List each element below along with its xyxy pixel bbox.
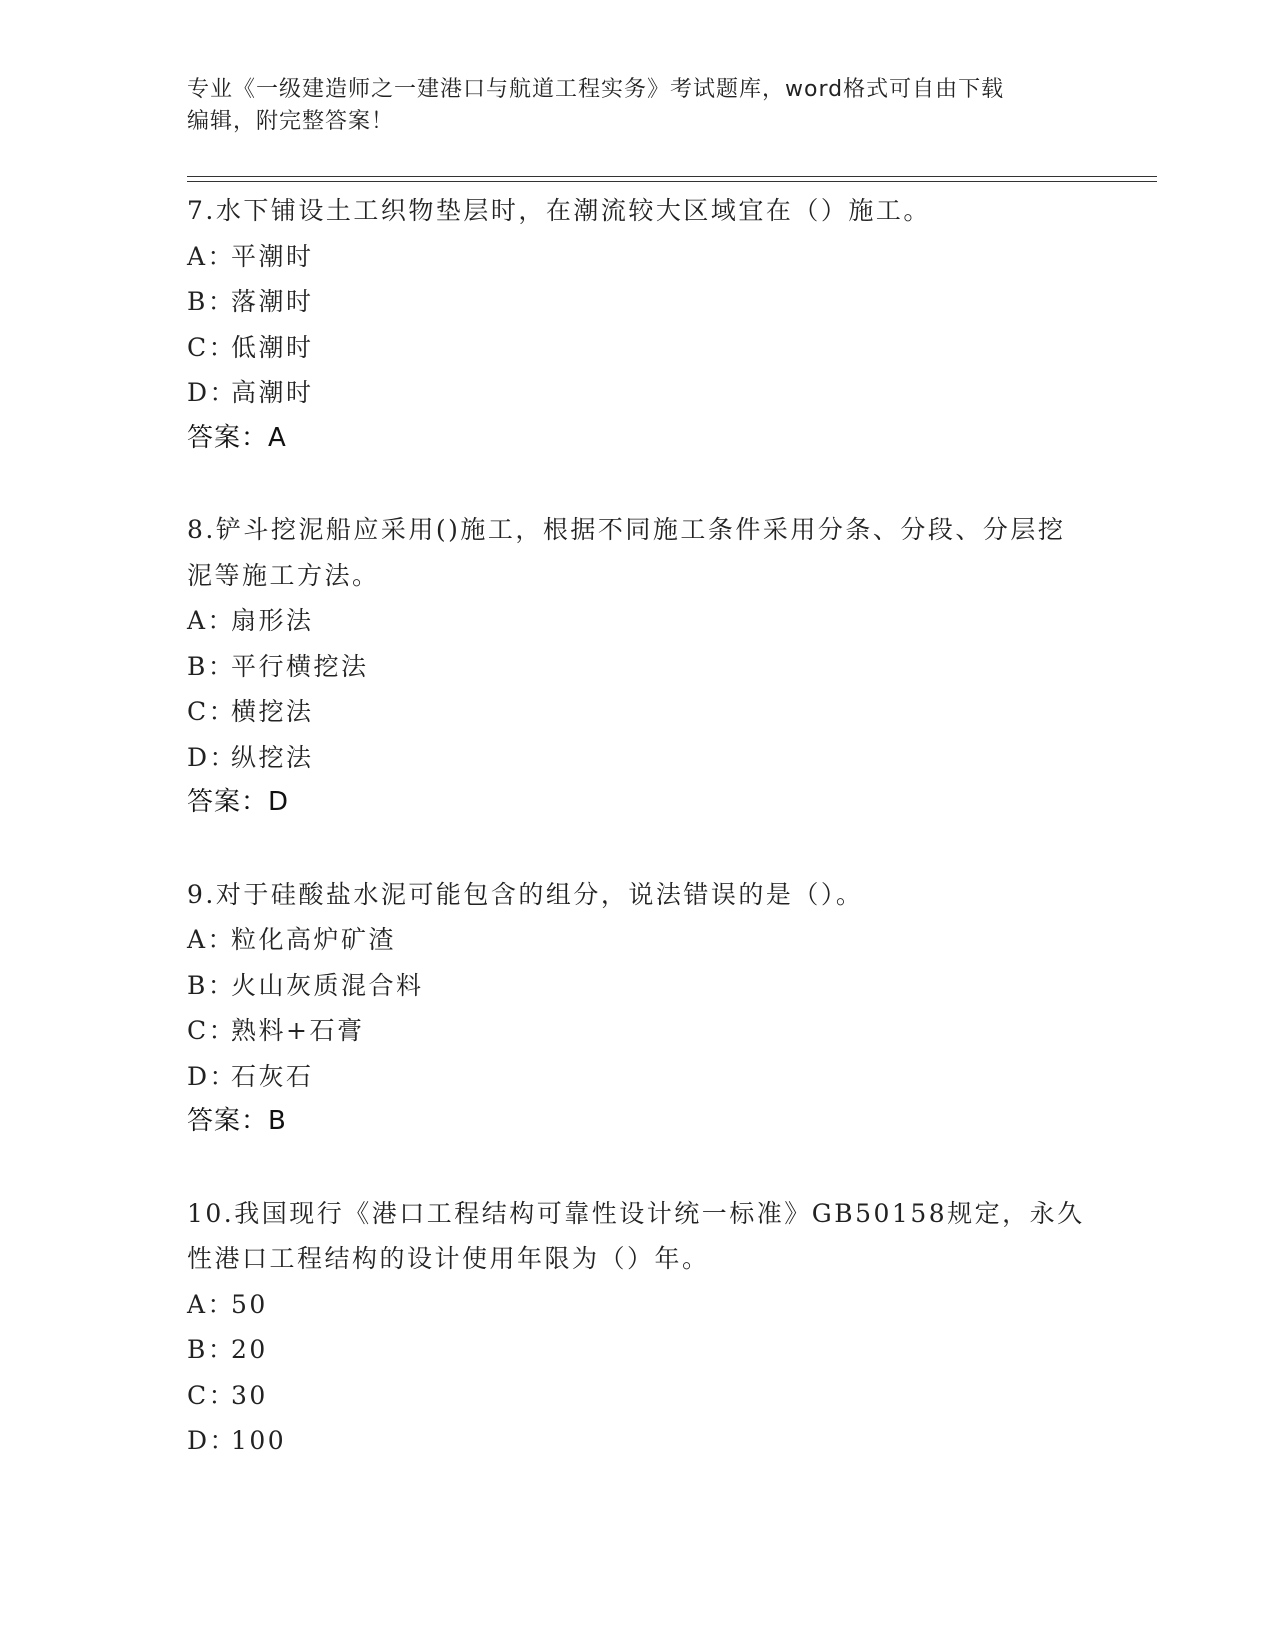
header-line-1: 专业《一级建造师之一建港口与航道工程实务》考试题库，word格式可自由下载	[187, 77, 1005, 102]
option-text: 100	[231, 1426, 287, 1455]
option-text: 50	[231, 1289, 268, 1319]
option-text: 熟料+石膏	[231, 1016, 365, 1045]
option-key: B：	[187, 287, 236, 316]
option-key: D：	[187, 1426, 238, 1455]
question-10	[187, 1191, 1087, 1464]
option-key: A：	[187, 925, 236, 954]
option-a	[187, 234, 1087, 280]
option-b	[187, 644, 1087, 690]
option-text: 横挖法	[231, 697, 314, 726]
answer: 答案：A	[187, 422, 287, 453]
option-key: B：	[187, 970, 236, 1000]
option-a	[187, 917, 1087, 963]
option-text: 平潮时	[231, 241, 314, 271]
option-a	[187, 598, 1087, 644]
option-key: A：	[187, 606, 236, 635]
option-text: 石灰石	[231, 1061, 314, 1091]
option-key: B：	[187, 1335, 236, 1364]
option-key: D：	[187, 1061, 238, 1091]
option-d	[187, 735, 1087, 781]
option-key: B：	[187, 651, 236, 681]
option-text: 扇形法	[231, 606, 314, 635]
question-list	[187, 188, 1087, 1510]
option-c	[187, 325, 1087, 371]
option-text: 低潮时	[231, 332, 314, 362]
question-stem: 9.对于硅酸盐水泥可能包含的组分，说法错误的是（）。	[187, 879, 864, 909]
option-c	[187, 689, 1087, 735]
option-b	[187, 1327, 1087, 1373]
answer: 答案：D	[187, 787, 290, 817]
option-key: A：	[187, 1289, 236, 1319]
option-text: 高潮时	[231, 378, 314, 407]
option-key: C：	[187, 1016, 237, 1045]
option-text: 平行横挖法	[231, 651, 369, 681]
option-key: C：	[187, 697, 237, 726]
header-rule-bottom	[187, 181, 1157, 182]
question-8	[187, 507, 1087, 826]
document-header	[187, 74, 1087, 138]
option-d	[187, 1054, 1087, 1100]
header-line-2: 编辑，附完整答案！	[187, 109, 395, 134]
question-7	[187, 188, 1087, 461]
option-c	[187, 1008, 1087, 1054]
question-stem: 8.铲斗挖泥船应采用()施工，根据不同施工条件采用分条、分段、分层挖泥等施工方法。	[187, 515, 1066, 590]
option-text: 纵挖法	[231, 742, 314, 772]
option-d	[187, 370, 1087, 416]
option-b	[187, 963, 1087, 1009]
option-key: C：	[187, 1380, 237, 1410]
option-c	[187, 1373, 1087, 1419]
option-b	[187, 279, 1087, 325]
option-text: 20	[231, 1335, 268, 1364]
option-text: 落潮时	[231, 287, 314, 316]
option-text: 火山灰质混合料	[231, 970, 424, 1000]
option-text: 30	[231, 1380, 268, 1410]
question-stem: 7.水下铺设土工织物垫层时，在潮流较大区域宜在（）施工。	[187, 196, 931, 225]
option-a	[187, 1282, 1087, 1328]
question-9	[187, 872, 1087, 1145]
option-key: A：	[187, 241, 236, 271]
option-d	[187, 1418, 1087, 1464]
header-rule-top	[187, 176, 1157, 177]
question-stem: 10.我国现行《港口工程结构可靠性设计统一标准》GB50158规定，永久性港口工程结构的设计使用年限为（）年。	[187, 1198, 1085, 1273]
option-key: D：	[187, 378, 238, 407]
option-text: 粒化高炉矿渣	[231, 925, 397, 954]
option-key: C：	[187, 332, 237, 362]
option-key: D：	[187, 742, 238, 772]
answer: 答案：B	[187, 1106, 287, 1136]
